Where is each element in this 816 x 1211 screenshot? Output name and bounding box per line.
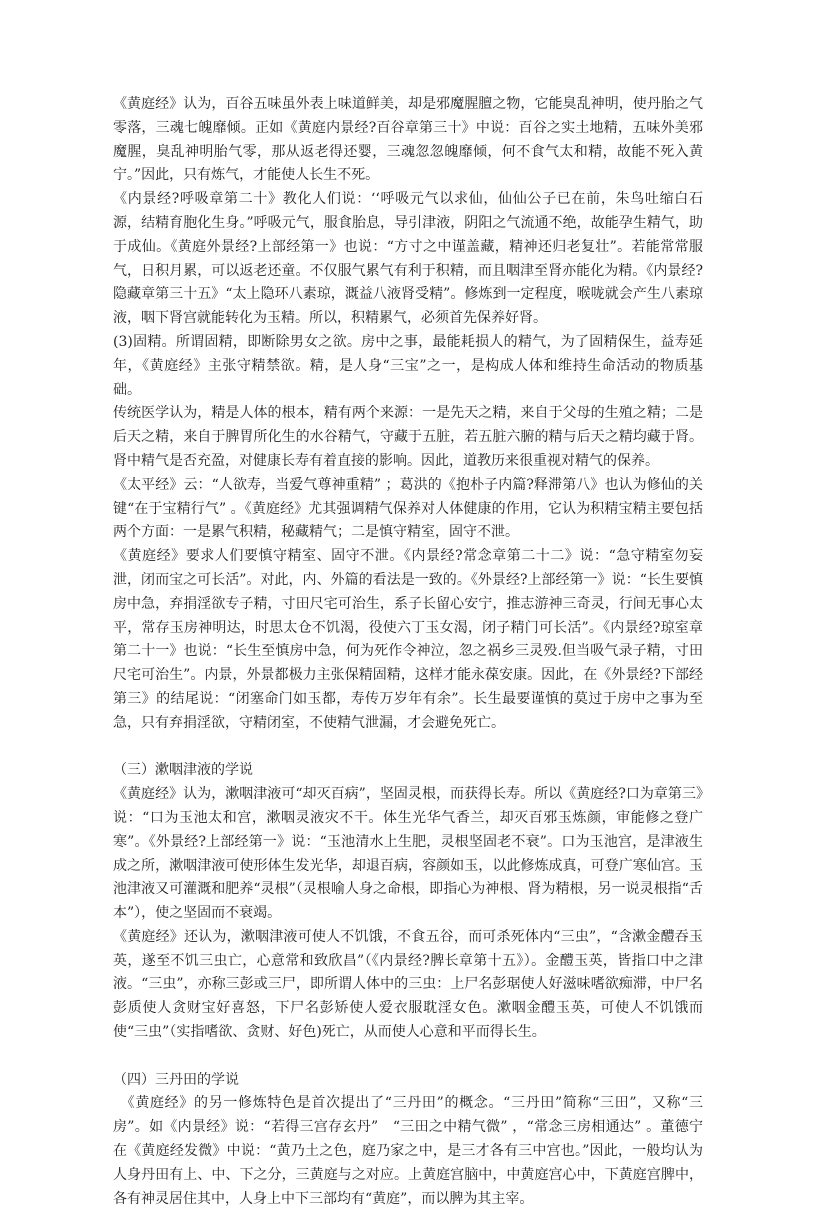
paragraph-three-dantian: 《黄庭经》的另一修炼特色是首次提出了“三丹田”的概念。“三丹田”简称“三田”，又称“三房”。如《内景经》说：“若得三宫存玄丹” “三田之中精气微” ，“常念三房相通达” 。董德宁在《黄庭经发微》中说：“黄乃土之色，庭乃家之中，是三才各有三中宫也。”因此，一般均认为人身丹田有上、中、下之分，三黄庭与之对应。上黄庭宫脑中，中黄庭宫心中，下黄庭宫脾中，各有神灵居住其中，人身上中下三部均有“黄庭”，而以脾为其主宰。	[113, 1095, 703, 1207]
paragraph-gujing-intro: (3)固精。所谓固精，即断除男女之欲。房中之事，最能耗损人的精气，为了固精保生，益寿延年，《黄庭经》主张守精禁欲。精，是人身“三宝”之一，是构成人体和维持生命活动的物质基础。	[113, 333, 703, 398]
paragraph-traditional-medicine: 传统医学认为，精是人体的根本，精有两个来源：一是先天之精，来自于父母的生殖之精；二是后天之精，来自于脾胃所化生的水谷精气，守藏于五脏，若五脏六腑的精与后天之精均藏于肾。肾中精气是否充盈，对健康长寿有着直接的影响。因此，道教历来很重视对精气的保养。	[113, 405, 703, 469]
paragraph-three-worms: 《黄庭经》还认为，漱咽津液可使人不饥饿，不食五谷，而可杀死体内“三虫”，“含漱金醴吞玉英，遂至不饥三虫亡，心意常和致欣昌”（《内景经?脾长章第十五》）。金醴玉英，皆指口中之津液。“三虫”，亦称三彭或三尸，即所谓人体中的三虫：上尸名彭琚使人好滋味嗜欲痴滞，中尸名彭质使人贪财宝好喜怒，下尸名彭矫使人爱衣服耽淫女色。漱咽金醴玉英，可使人不饥饿而使“三虫”（实指嗜欲、贪财、好色)死亡，从而使人心意和平而得长生。	[113, 928, 703, 1041]
section-heading-four-dantian: （四）三丹田的学说	[113, 1071, 239, 1088]
paragraph-breathing-qi: 《内景经?呼吸章第二十》教化人们说：‘‘呼吸元气以求仙，仙仙公子已在前，朱鸟吐缩白石源，结精育胞化生身。”呼吸元气，服食胎息，导引津液，阴阳之气流通不绝，故能孕生精气，助于成仙。《黄庭外景经?上部经第一》也说：“方寸之中谨盖藏，精神还归老复壮”。若能常常服气，日积月累，可以返老还童。不仅服气累气有利于积精，而且咽津至肾亦能化为精。《内景经?隐藏章第三十五》“太上隐环八素琼，溉益八液肾受精”。修炼到一定程度，喉咙就会产生八素琼液，咽下肾宫就能转化为玉精。所以，积精累气，必须首先保养好肾。	[113, 191, 703, 327]
paragraph-taipingjing: 《太平经》云：“人欲寿，当爱气尊神重精” ；葛洪的《抱朴子内篇?释滞第八》也认为修仙的关键“在于宝精行气” 。《黄庭经》尤其强调精气保养对人体健康的作用，它认为积精宝精主要包括两个方面：一是累气积精，秘藏精气；二是慎守精室，固守不泄。	[113, 476, 703, 541]
paragraph-guarding-essence: 《黄庭经》要求人们要慎守精室、固守不泄。《内景经?常念章第二十二》说：“急守精室勿妄泄，闭而宝之可长活”。对此，内、外篇的看法是一致的。《外景经?上部经第一》说：“长生要慎房中急，弃捐淫欲专子精，寸田尺宅可治生，系子长留心安宁，推志游神三奇灵，行间无事心太平，常存玉房神明达，时思太仓不饥渴，役使六丁玉女渴，闭子精门可长活”。《内景经?琼室章第二十一》也说：“长生至慎房中急，何为死作令神泣，忽之祸乡三灵殁.但当吸气录子精，寸田尺宅可治生”。内景，外景都极力主张保精固精，这样才能永葆安康。因此，在《外景经?下部经第三》的结尾说：“闭塞命门如玉都，寿传万岁年有余”。长生最要谨慎的莫过于房中之事为至急，只有弃捐淫欲，守精闭室，不使精气泄漏，才会避免死亡。	[113, 548, 703, 731]
paragraph-five-flavors: 《黄庭经》认为，百谷五味虽外表上味道鲜美，却是邪魔腥膻之物，它能臭乱神明，使丹胎之气零落，三魂七魄靡倾。正如《黄庭内景经?百谷章第三十》中说：百谷之实土地精，五味外美邪魔腥，臭乱神明胎气零，那从返老得还婴，三魂忽忽魄靡倾，何不食气太和精，故能不死入黄宁。”因此，只有炼气，才能使人长生不死。	[113, 96, 703, 184]
paragraph-saliva-benefits: 《黄庭经》认为，漱咽津液可“却灭百病”，坚固灵根，而获得长寿。所以《黄庭经?口为章第三》说：“口为玉池太和宫，漱咽灵液灾不干。体生光华气香兰，却灭百邪玉炼颜，审能修之登广寒”。《外景经?上部经第一》说：“玉池清水上生肥，灵根坚固老不衰”。口为玉池宫，是津液生成之所，漱咽津液可使形体生发光华，却退百病，容颜如玉，以此修炼成真，可登广寒仙宫。玉池津液又可灌溉和肥养“灵根”（灵根喻人身之命根，即指心为神根、肾为精根，另一说灵根指“舌本”），使之坚固而不衰竭。	[113, 786, 703, 922]
section-heading-three-saliva: （三）漱咽津液的学说	[113, 762, 253, 779]
